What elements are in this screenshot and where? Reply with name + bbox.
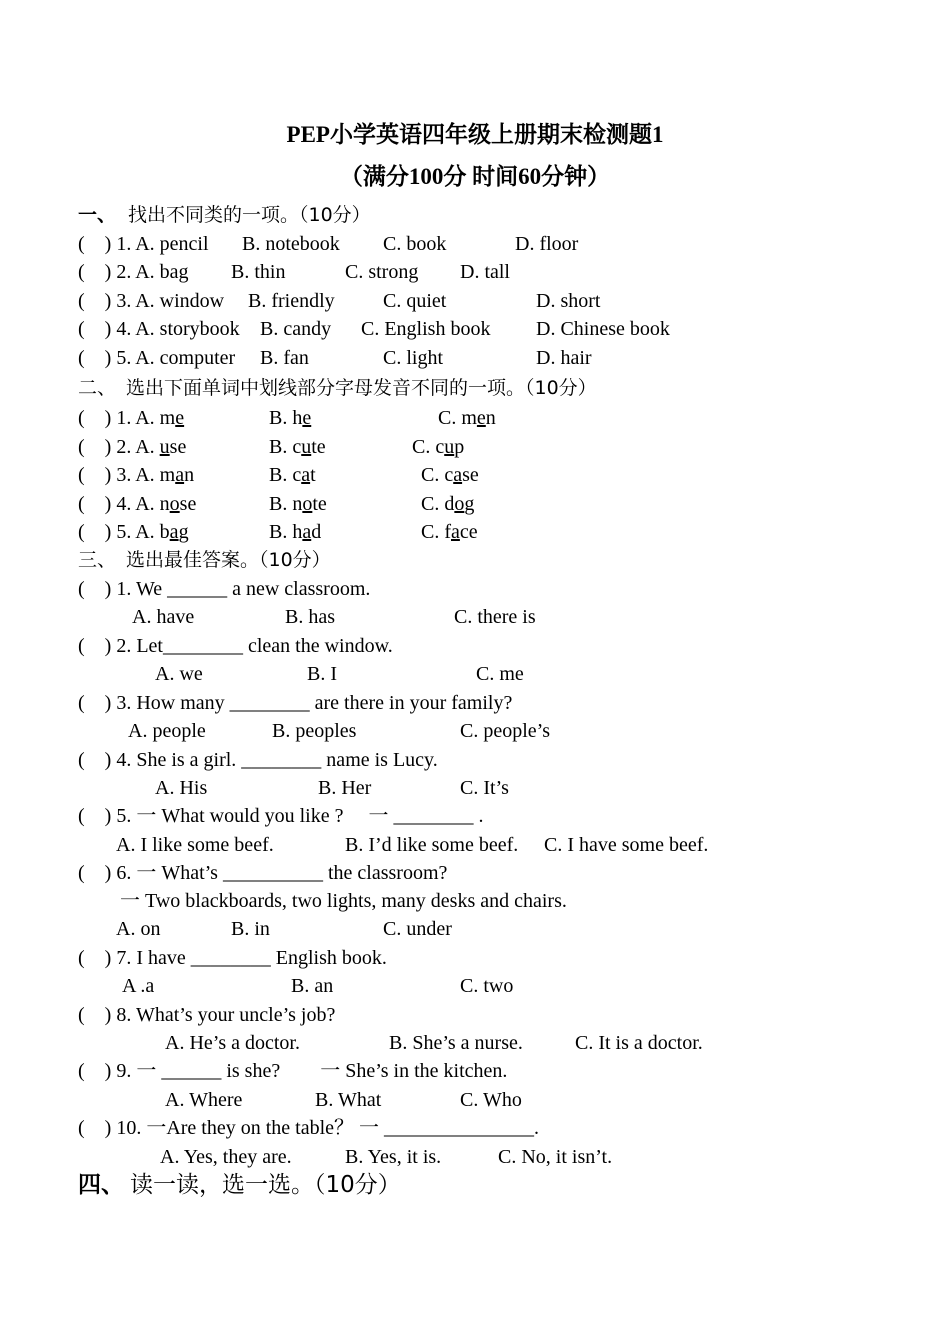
question-options [78, 603, 938, 631]
option-c: C. English book [361, 318, 491, 340]
question-reply [78, 887, 938, 915]
question-row [78, 461, 938, 489]
option-b: B. Yes, it is. [345, 1146, 442, 1168]
question-row [78, 404, 938, 432]
option-c: C. It is a doctor. [575, 1032, 703, 1054]
option-b: B. I’d like some beef. [345, 834, 519, 856]
section-title: 选出下面单词中划线部分字母发音不同的一项。（10分） [126, 377, 597, 399]
option-b: B. What [315, 1089, 382, 1111]
option-c: C. two [460, 975, 514, 997]
option-b: B. in [231, 918, 270, 940]
option-b: B. he [269, 407, 312, 429]
option-c: C. light [383, 347, 444, 369]
question-row [78, 344, 938, 372]
page-title: PEP小学英语四年级上册期末检测题1 [286, 122, 664, 147]
question-row [78, 230, 938, 258]
option-a: A. He’s a doctor. [165, 1032, 300, 1054]
section-title: 选出最佳答案。（10分） [126, 549, 331, 571]
option-a: ( ) 1. A. pencil [78, 233, 209, 255]
section-title: 读一读，选一选。（10分） [130, 1172, 401, 1198]
question-stem: ( ) 6. 一 What’s __________ the classroom? [78, 862, 448, 884]
question-row [78, 490, 938, 518]
section-1-heading [78, 201, 938, 229]
section-3-heading [78, 546, 938, 574]
option-b: B. candy [260, 318, 332, 340]
question-options [78, 1029, 938, 1057]
option-c: C. strong [345, 261, 419, 283]
option-c: C. Who [460, 1089, 522, 1111]
option-d: D. floor [515, 233, 579, 255]
option-a: A. people [128, 720, 206, 742]
option-c: C. No, it isn’t. [498, 1146, 613, 1168]
option-b: B. notebook [242, 233, 340, 255]
option-c: C. me [476, 663, 524, 685]
question-options [78, 831, 938, 859]
question-options [78, 660, 938, 688]
option-c: C. I have some beef. [544, 834, 709, 856]
question-options [78, 1086, 938, 1114]
option-a: ( ) 5. A. bag [78, 521, 189, 543]
section-2-heading [78, 374, 938, 402]
option-c: C. It’s [460, 777, 509, 799]
option-a: A. Where [165, 1089, 243, 1111]
option-a: A. I like some beef. [116, 834, 274, 856]
option-d: D. hair [536, 347, 592, 369]
option-c: C. face [421, 521, 478, 543]
option-b: B. cat [269, 464, 316, 486]
question-stem: ( ) 9. 一 ______ is she? 一 She’s in the kitchen. [78, 1060, 508, 1082]
option-b: B. fan [260, 347, 309, 369]
option-a: ( ) 2. A. bag [78, 261, 189, 283]
option-a: A. have [132, 606, 195, 628]
question-options [78, 774, 938, 802]
option-c: C. under [383, 918, 452, 940]
option-a: ( ) 3. A. man [78, 464, 195, 486]
option-c: C. men [438, 407, 496, 429]
question-stem: ( ) 7. I have ________ English book. [78, 947, 387, 969]
question-stem: ( ) 8. What’s your uncle’s job? [78, 1004, 336, 1026]
question-row [78, 258, 938, 286]
option-d: D. Chinese book [536, 318, 670, 340]
option-c: C. there is [454, 606, 536, 628]
question-options [78, 1143, 938, 1171]
option-b: B. cute [269, 436, 326, 458]
question-row [78, 287, 938, 315]
option-b: B. She’s a nurse. [389, 1032, 523, 1054]
option-d: D. tall [460, 261, 510, 283]
option-a: A .a [122, 975, 155, 997]
option-b: B. Her [318, 777, 372, 799]
option-a: A. Yes, they are. [160, 1146, 292, 1168]
section-4-heading [78, 1168, 938, 1202]
option-b: B. peoples [272, 720, 357, 742]
option-c: C. quiet [383, 290, 447, 312]
question-row [78, 315, 938, 343]
question-row [78, 518, 938, 546]
option-b: B. thin [231, 261, 286, 283]
option-a: A. His [155, 777, 208, 799]
question-options [78, 717, 938, 745]
option-c: C. book [383, 233, 447, 255]
option-c: C. case [421, 464, 479, 486]
question-stem: ( ) 4. She is a girl. ________ name is Lucy. [78, 749, 438, 771]
question-stem: ( ) 5. 一 What would you like ? 一 ________ . [78, 805, 484, 827]
section-title: 找出不同类的一项。（10分） [128, 204, 371, 226]
section-number: 三、 [78, 549, 117, 571]
option-a: ( ) 4. A. storybook [78, 318, 240, 340]
option-b: B. friendly [248, 290, 335, 312]
section-number: 二、 [78, 377, 117, 399]
option-b: B. an [291, 975, 334, 997]
option-b: B. had [269, 521, 322, 543]
option-a: ( ) 2. A. use [78, 436, 187, 458]
option-a: A. on [116, 918, 161, 940]
option-a: A. we [155, 663, 203, 685]
question-stem: ( ) 10. 一Are they on the table？ 一 _______________. [78, 1117, 540, 1139]
section-number: 一、 [78, 204, 117, 226]
option-c: C. cup [412, 436, 465, 458]
question-options [78, 972, 938, 1000]
option-d: D. short [536, 290, 601, 312]
option-a: ( ) 5. A. computer [78, 347, 236, 369]
question-stem: ( ) 2. Let________ clean the window. [78, 635, 393, 657]
option-b: B. has [285, 606, 335, 628]
option-b: B. I [307, 663, 337, 685]
question-stem: ( ) 1. We ______ a new classroom. [78, 578, 371, 600]
option-b: B. note [269, 493, 327, 515]
option-a: ( ) 3. A. window [78, 290, 225, 312]
reply-text: 一 Two blackboards, two lights, many desks and chairs. [120, 890, 567, 912]
page-subtitle: （满分100分 时间60分钟） [339, 164, 611, 189]
option-a: ( ) 4. A. nose [78, 493, 197, 515]
question-stem: ( ) 3. How many ________ are there in your family? [78, 692, 513, 714]
question-options [78, 915, 938, 943]
question-row [78, 433, 938, 461]
option-a: ( ) 1. A. me [78, 407, 185, 429]
section-number: 四、 [78, 1172, 124, 1198]
option-c: C. dog [421, 493, 475, 515]
option-c: C. people’s [460, 720, 550, 742]
